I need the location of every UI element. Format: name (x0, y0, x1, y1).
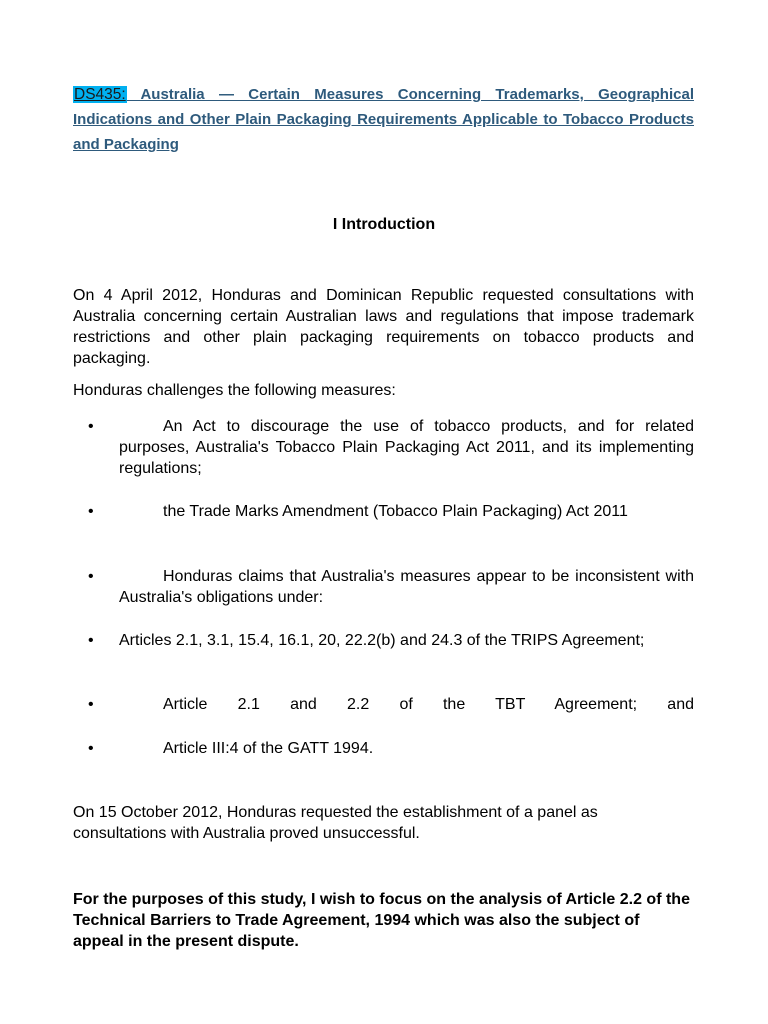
list-item (88, 501, 694, 522)
panel-paragraph: On 15 October 2012, Honduras requested the establishment of a panel as consultations with Australia proved unsuccessful. (73, 804, 598, 842)
section-heading: I Introduction (332, 216, 436, 233)
list-item-text: Articles 2.1, 3.1, 15.4, 16.1, 20, 22.2(b) and 24.3 of the TRIPS Agreement; (119, 632, 645, 649)
list-item-text: Article III:4 of the GATT 1994. (163, 740, 374, 757)
bullet-icon: • (88, 568, 94, 585)
list-item (88, 738, 694, 759)
list-item-text: Article 2.1 and 2.2 of the TBT Agreement; and (163, 696, 694, 713)
case-id-link[interactable]: DS435: (74, 86, 126, 103)
case-header (73, 82, 694, 157)
list-item (88, 694, 694, 715)
bullet-icon: • (88, 696, 94, 713)
case-title-link[interactable]: Australia — Certain Measures Concerning Trademarks, Geographical Indications and Other Plain Packaging Requirements Applicable to Tobacco Products and Packaging (73, 86, 694, 153)
list-item-text: Honduras claims that Australia's measures appear to be inconsistent with Australia's obligations under: (119, 568, 694, 606)
bullet-icon: • (88, 632, 94, 649)
bullet-icon: • (88, 740, 94, 757)
bullet-icon: • (88, 418, 94, 435)
list-item-text: An Act to discourage the use of tobacco products, and for related purposes, Australia's Tobacco Plain Packaging Act 2011, and its implementing regulations; (119, 418, 694, 477)
intro-paragraph: On 4 April 2012, Honduras and Dominican Republic requested consultations with Australia concerning certain Australian laws and regulations that impose trademark restrictions and other plain packaging requirements on tobacco products and packaging. (73, 287, 694, 367)
focus-paragraph: For the purposes of this study, I wish to focus on the analysis of Article 2.2 of the Technical Barriers to Trade Agreement, 1994 which was also the subject of appeal in the present dispute. (73, 891, 690, 950)
list-item (88, 416, 694, 479)
bullet-icon: • (88, 503, 94, 520)
challenges-paragraph: Honduras challenges the following measures: (73, 382, 396, 399)
list-item (88, 630, 694, 651)
list-item-text: the Trade Marks Amendment (Tobacco Plain Packaging) Act 2011 (163, 503, 628, 520)
list-item (88, 566, 694, 608)
